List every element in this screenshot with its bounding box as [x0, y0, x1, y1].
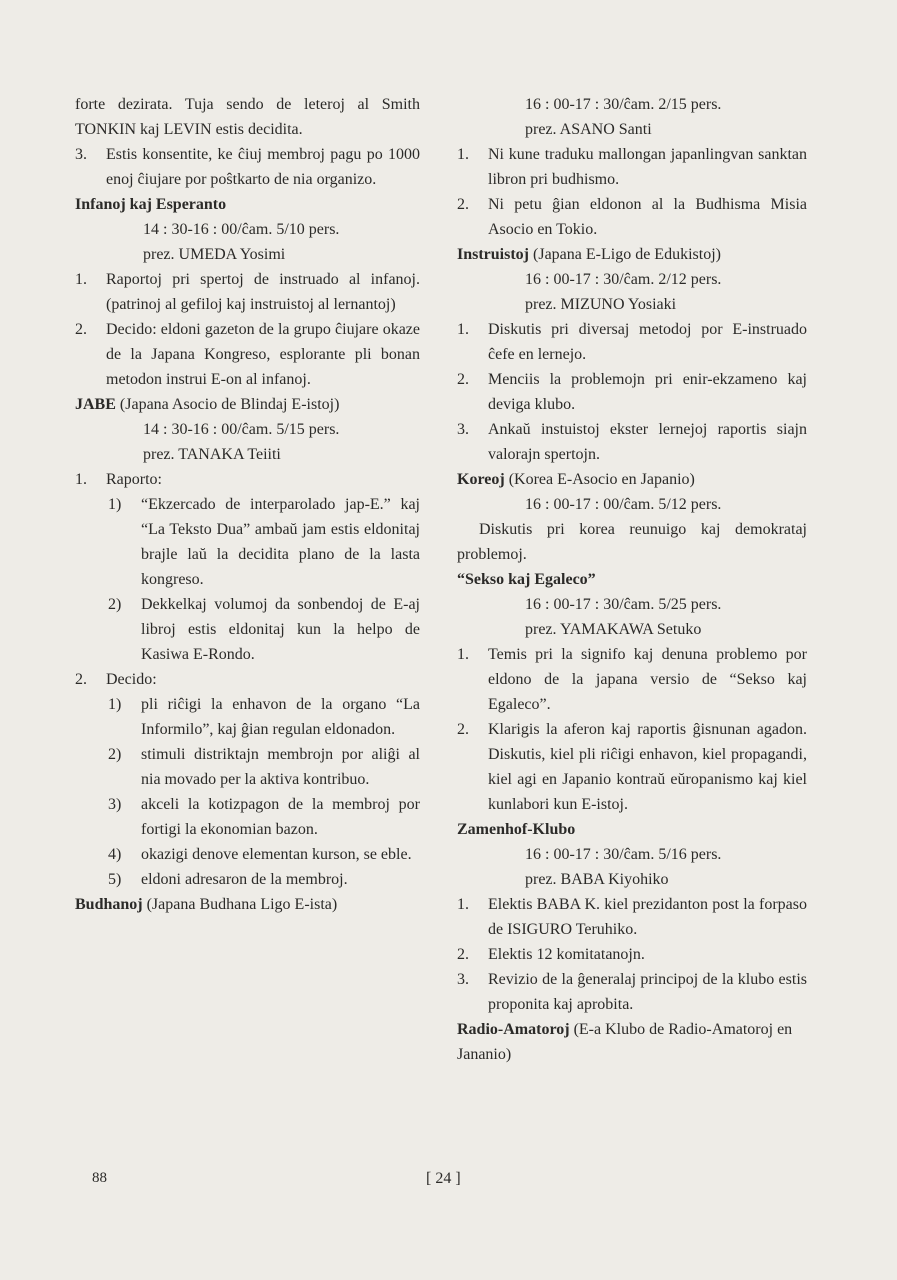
- item-number: 2.: [457, 721, 469, 738]
- sub-item: [75, 867, 420, 892]
- numbered-item: [75, 667, 420, 692]
- item-number: 2.: [457, 196, 469, 213]
- item-text: Ni petu ĝian eldonon al la Budhisma Misia Asocio en Tokio.: [488, 196, 807, 238]
- item-text: akceli la kotizpagon de la membroj por fortigi la ekonomian bazon.: [141, 796, 420, 838]
- numbered-item: [75, 467, 420, 492]
- numbered-item: [457, 192, 807, 242]
- section-heading: [75, 392, 420, 417]
- schedule-line: 16 : 00-17 : 30/ĉam. 5/25 pers.: [525, 596, 722, 613]
- page-number: 88: [92, 1170, 107, 1186]
- sub-item: [75, 492, 420, 592]
- bracketed-page-number: [ 24 ]: [426, 1170, 461, 1187]
- item-number: 1): [108, 696, 122, 713]
- item-text: Ni kune traduku mallongan japanlingvan sanktan libron pri budhismo.: [488, 146, 807, 188]
- item-number: 5): [108, 871, 122, 888]
- item-text: Estis konsentite, ke ĉiuj membroj pagu po 1000 enoj ĉiujare por poŝtkarto de nia organizo.: [106, 146, 420, 188]
- section-description: (Korea E-Asocio en Japanio): [504, 471, 695, 488]
- item-number: 2.: [457, 946, 469, 963]
- item-number: 3.: [457, 421, 469, 438]
- item-text: Elektis BABA K. kiel prezidanton post la forpaso de ISIGURO Teruhiko.: [488, 896, 807, 938]
- numbered-item: [457, 642, 807, 717]
- section-description: (E-a Klubo de Radio-Amatoroj en Jananio): [457, 1021, 793, 1063]
- item-text: Decido:: [106, 671, 157, 688]
- schedule-line: prez. ASANO Santi: [525, 121, 652, 138]
- numbered-item: [457, 142, 807, 192]
- schedule-line: 16 : 00-17 : 00/ĉam. 5/12 pers.: [525, 496, 722, 513]
- item-number: 3): [108, 796, 122, 813]
- item-number: 1.: [457, 646, 469, 663]
- numbered-item: [75, 142, 420, 192]
- item-text: Raporto:: [106, 471, 162, 488]
- numbered-item: [457, 417, 807, 467]
- item-text: okazigi denove elementan kurson, se eble.: [141, 846, 412, 863]
- right-column: [457, 92, 807, 1067]
- item-text: Menciis la problemojn pri enir-ekzameno kaj deviga klubo.: [488, 371, 807, 413]
- section-name: Instruistoj: [457, 246, 530, 263]
- section-heading: Infanoj kaj Esperanto: [75, 196, 227, 213]
- section-name: Koreoj: [457, 471, 505, 488]
- numbered-item: [457, 967, 807, 1017]
- schedule-line: prez. UMEDA Yosimi: [143, 246, 286, 263]
- item-number: 1.: [457, 896, 469, 913]
- schedule-line: 16 : 00-17 : 30/ĉam. 2/12 pers.: [525, 271, 722, 288]
- schedule-line: 14 : 30-16 : 00/ĉam. 5/10 pers.: [143, 221, 340, 238]
- item-text: Klarigis la aferon kaj raportis ĝisnunan agadon. Diskutis, kiel pli riĉigi enhavon, kiel propagandi, kiel agi en Japanio kontraŭ eŭropanismo kaj kiel kunlabori kun E-istoj.: [488, 721, 807, 813]
- item-number: 2.: [457, 371, 469, 388]
- numbered-item: [75, 267, 420, 317]
- section-name: JABE: [75, 396, 116, 413]
- schedule-line: prez. BABA Kiyohiko: [525, 871, 669, 888]
- section-heading: [75, 892, 420, 917]
- numbered-item: [75, 317, 420, 392]
- item-text: stimuli distriktajn membrojn por aliĝi al nia movado per la aktiva kontribuo.: [141, 746, 420, 788]
- numbered-item: [457, 717, 807, 817]
- schedule-line: 16 : 00-17 : 30/ĉam. 5/16 pers.: [525, 846, 722, 863]
- item-text: Diskutis pri diversaj metodoj por E-instruado ĉefe en lernejo.: [488, 321, 807, 363]
- section-heading: [457, 242, 807, 267]
- paragraph: Diskutis pri korea reunuigo kaj demokrataj problemoj.: [457, 521, 807, 563]
- schedule-line: prez. YAMAKAWA Setuko: [525, 621, 702, 638]
- schedule-line: 16 : 00-17 : 30/ĉam. 2/15 pers.: [525, 96, 722, 113]
- section-heading: Zamenhof-Klubo: [457, 821, 576, 838]
- sub-item: [75, 792, 420, 842]
- schedule-line: prez. MIZUNO Yosiaki: [525, 296, 677, 313]
- section-description: (Japana E-Ligo de Edukistoj): [529, 246, 721, 263]
- item-text: Dekkelkaj volumoj da sonbendoj de E-aj libroj estis eldonitaj kun la helpo de Kasiwa E-Rondo.: [141, 596, 420, 663]
- schedule-line: prez. TANAKA Teiiti: [143, 446, 281, 463]
- schedule-line: 14 : 30-16 : 00/ĉam. 5/15 pers.: [143, 421, 340, 438]
- item-number: 2.: [75, 671, 87, 688]
- item-number: 4): [108, 846, 122, 863]
- section-description: (Japana Asocio de Blindaj E-istoj): [115, 396, 340, 413]
- section-name: Radio-Amatoroj: [457, 1021, 570, 1038]
- section-heading: [457, 467, 807, 492]
- numbered-item: [457, 892, 807, 942]
- numbered-item: [457, 367, 807, 417]
- item-text: eldoni adresaron de la membroj.: [141, 871, 348, 888]
- item-number: 3.: [75, 146, 87, 163]
- item-number: 1.: [457, 321, 469, 338]
- item-text: “Ekzercado de interparolado jap-E.” kaj “La Teksto Dua” ambaŭ jam estis eldonitaj brajle laŭ la decidita plano de la lasta kongreso.: [141, 496, 420, 588]
- sub-item: [75, 842, 420, 867]
- item-text: Elektis 12 komitatanojn.: [488, 946, 645, 963]
- paragraph: forte dezirata. Tuja sendo de leteroj al Smith TONKIN kaj LEVIN estis decidita.: [75, 96, 420, 138]
- item-number: 2.: [75, 321, 87, 338]
- item-number: 2): [108, 746, 122, 763]
- item-number: 1.: [457, 146, 469, 163]
- section-heading: [457, 1017, 807, 1067]
- sub-item: [75, 692, 420, 742]
- item-number: 1): [108, 496, 122, 513]
- item-text: Ankaŭ instuistoj ekster lernejoj raportis siajn valorajn spertojn.: [488, 421, 807, 463]
- numbered-item: [457, 317, 807, 367]
- item-number: 2): [108, 596, 122, 613]
- left-column: [75, 92, 420, 917]
- section-description: (Japana Budhana Ligo E-ista): [142, 896, 338, 913]
- sub-item: [75, 592, 420, 667]
- item-text: Raportoj pri spertoj de instruado al infanoj. (patrinoj al gefiloj kaj instruistoj al lernantoj): [106, 271, 420, 313]
- section-heading: “Sekso kaj Egaleco”: [457, 571, 596, 588]
- item-text: Revizio de la ĝeneralaj principoj de la klubo estis proponita kaj aprobita.: [488, 971, 807, 1013]
- item-number: 3.: [457, 971, 469, 988]
- item-text: Temis pri la signifo kaj denuna problemo por eldono de la japana versio de “Sekso kaj Egaleco”.: [488, 646, 807, 713]
- sub-item: [75, 742, 420, 792]
- item-number: 1.: [75, 271, 87, 288]
- item-number: 1.: [75, 471, 87, 488]
- item-text: Decido: eldoni gazeton de la grupo ĉiujare okaze de la Japana Kongreso, esplorante pli bonan metodon instrui E-on al infanoj.: [106, 321, 420, 388]
- numbered-item: [457, 942, 807, 967]
- item-text: pli riĉigi la enhavon de la organo “La Informilo”, kaj ĝian regulan eldonadon.: [141, 696, 420, 738]
- section-name: Budhanoj: [75, 896, 143, 913]
